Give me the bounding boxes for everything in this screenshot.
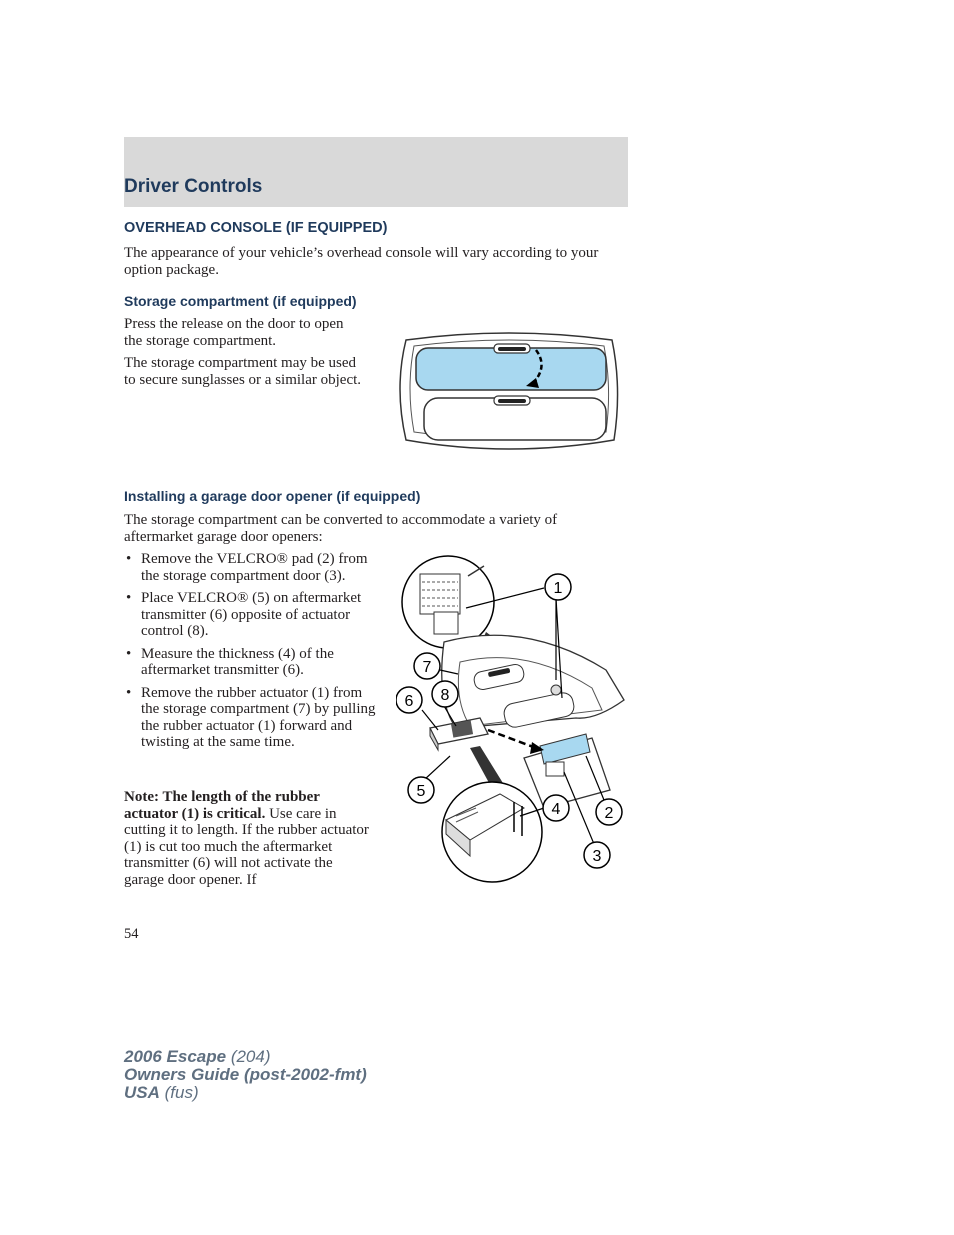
garage-steps-list [124,551,379,757]
callout-4 [543,795,569,821]
list-item: • Remove the VELCRO® pad (2) from the storage compartment door (3). [126,551,368,584]
list-item: • Remove the rubber actuator (1) from the storage compartment (7) by pulling the rubber actuator (1) forward and twisting at the same time. [126,684,376,750]
garage-opener-diagram [396,550,630,890]
garage-intro: The storage compartment can be converted to accommodate a variety of aftermarket garage door openers: [124,512,558,545]
callout-3 [584,842,610,868]
page-number: 54 [124,926,139,942]
list-item: • Measure the thickness (4) of the aftermarket transmitter (6). [126,645,334,678]
svg-text:7: 7 [422,659,432,676]
note-paragraph [124,789,374,888]
overhead-console-heading: OVERHEAD CONSOLE (IF EQUIPPED) [124,220,388,236]
footer-model-info [124,1048,367,1102]
svg-text:4: 4 [551,801,561,818]
footer-line-2: Owners Guide (post-2002-fmt) [124,1065,367,1084]
callout-1 [545,574,571,600]
note-bold: Note: The length of the rubber actuator (1) is critical. [124,789,320,822]
callout-7 [414,653,440,679]
svg-text:1: 1 [553,580,563,597]
storage-compartment-illustration [396,328,622,454]
svg-text:2: 2 [604,805,614,822]
overhead-console-intro: The appearance of your vehicle’s overhead console will vary according to your option package. [124,245,599,278]
note-rest: Use care in cutting it to length. If the rubber actuator (1) is cut too much the aftermarket transmitter (6) will not activate the garage door opener. If [124,805,369,888]
footer-line-1: 2006 Escape (204) [124,1047,271,1066]
footer-line-3: USA (fus) [124,1083,199,1102]
storage-para-2: The storage compartment may be used to secure sunglasses or a similar object. [124,355,362,388]
garage-door-opener-heading: Installing a garage door opener (if equipped) [124,488,421,504]
callout-5 [408,777,434,803]
page-header-title: Driver Controls [124,176,263,197]
svg-text:3: 3 [592,848,602,865]
svg-text:6: 6 [404,693,414,710]
storage-compartment-heading: Storage compartment (if equipped) [124,293,357,309]
storage-para-1: Press the release on the door to open the storage compartment. [124,316,344,349]
callout-2 [596,799,622,825]
callout-8 [432,681,458,707]
svg-text:8: 8 [440,687,450,704]
callout-6 [396,687,422,713]
list-item: • Place VELCRO® (5) on aftermarket transmitter (6) opposite of actuator control (8). [126,590,362,639]
svg-text:5: 5 [416,783,426,800]
